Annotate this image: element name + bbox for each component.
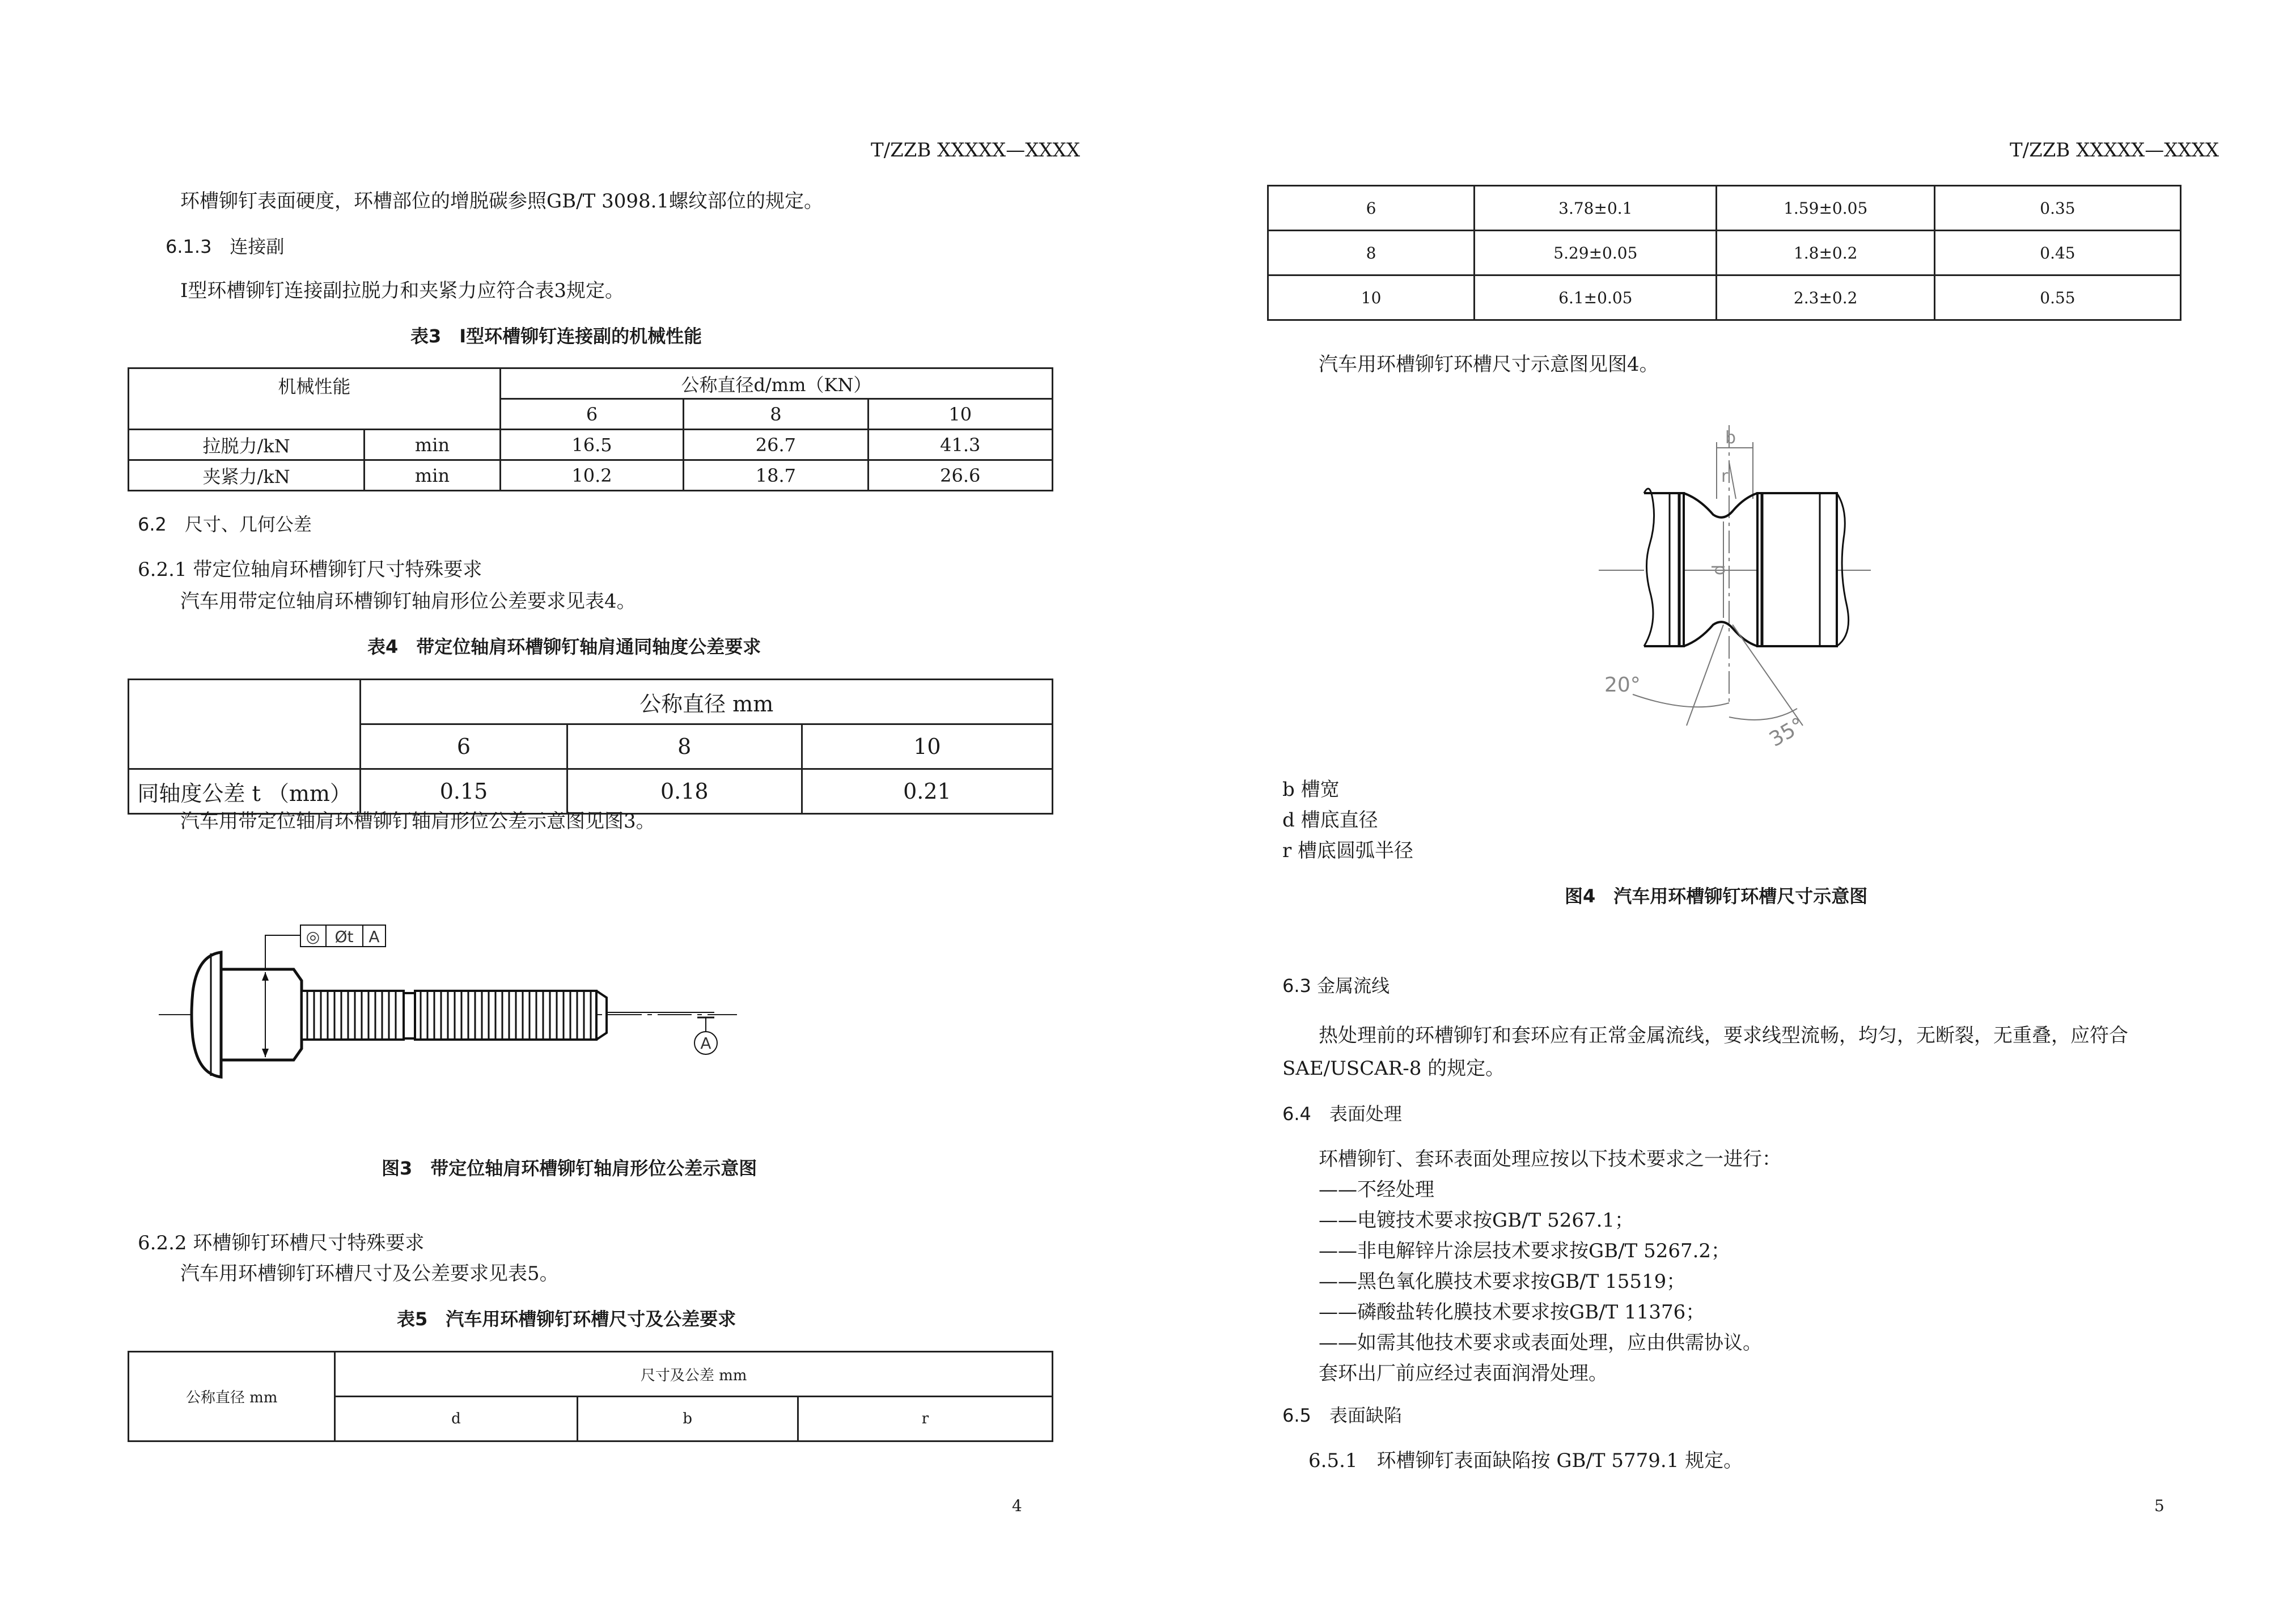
table5-cell: 1.8±0.2 (1717, 231, 1934, 275)
left-header: T/ZZB XXXXX—XXXX (871, 139, 1081, 162)
para-6-2-2: 汽车用环槽铆钉环槽尺寸及公差要求见表5。 (180, 1262, 559, 1285)
table3 (128, 367, 1053, 491)
section-6-3: 6.3 金属流线 (1282, 975, 1390, 997)
table5-caption: 表5 汽车用环槽铆钉环槽尺寸及公差要求 (397, 1308, 736, 1330)
table4-cell: 0.21 (802, 769, 1052, 814)
fig3-shoulder (221, 969, 302, 1060)
table4-diameter: 6 (361, 724, 567, 769)
right-header: T/ZZB XXXXX—XXXX (2010, 139, 2219, 162)
table3-row-limit: min (365, 460, 501, 491)
table-row (129, 769, 1053, 814)
table5-col: b (577, 1397, 798, 1441)
table3-row-name: 夹紧力/kN (129, 460, 365, 491)
fig4-groove (1684, 493, 1757, 518)
table4-cell: 0.15 (361, 769, 567, 814)
figure4-caption: 图4 汽车用环槽铆钉环槽尺寸示意图 (1565, 885, 1868, 907)
table3-header-property: 机械性能 (129, 368, 501, 430)
table4-cell: 0.18 (567, 769, 802, 814)
table-row (1268, 231, 2181, 275)
table4-header-nominal: 公称直径 mm (361, 680, 1053, 724)
fig4-label-d: d (1709, 564, 1729, 575)
list-item: ——不经处理 (1319, 1178, 1434, 1201)
table3-row-name: 拉脱力/kN (129, 430, 365, 460)
para-fig4-ref: 汽车用环槽铆钉环槽尺寸示意图见图4。 (1319, 353, 1659, 376)
section-6-5-1: 6.5.1 环槽铆钉表面缺陷按 GB/T 5779.1 规定。 (1308, 1449, 1743, 1472)
para-6-4-end: 套环出厂前应经过表面润滑处理。 (1319, 1362, 1608, 1385)
table5-cell: 2.3±0.2 (1717, 275, 1934, 320)
table4-empty-header (129, 680, 361, 769)
left-page-number: 4 (1012, 1496, 1022, 1515)
table5-cell: 0.55 (1934, 275, 2180, 320)
table5-cell: 6 (1268, 186, 1475, 231)
fig4-angle-20: 20° (1604, 673, 1641, 697)
fig4-right-shank (1757, 493, 1837, 646)
figure3-rivet-drawing (153, 907, 748, 1134)
table-row (129, 460, 1053, 491)
table-row (129, 430, 1053, 460)
list-item: ——磷酸盐转化膜技术要求按GB/T 11376； (1319, 1301, 1705, 1324)
table5-cell: 5.29±0.05 (1475, 231, 1717, 275)
list-item: ——黑色氧化膜技术要求按GB/T 15519； (1319, 1270, 1686, 1293)
table4-row-label: 同轴度公差 t （mm） (129, 769, 361, 814)
table5-cell: 0.45 (1934, 231, 2180, 275)
section-6-2-2: 6.2.2 环槽铆钉环槽尺寸特殊要求 (138, 1232, 425, 1254)
table-row (1268, 186, 2181, 231)
figure3-caption: 图3 带定位轴肩环槽铆钉轴肩形位公差示意图 (382, 1157, 757, 1179)
table5-col: r (798, 1397, 1052, 1441)
table5-header-nominal: 公称直径 mm (129, 1352, 335, 1441)
table3-cell: 41.3 (868, 430, 1052, 460)
section-6-2-1: 6.2.1 带定位轴肩环槽铆钉尺寸特殊要求 (138, 558, 482, 581)
table3-diameter: 6 (500, 399, 683, 430)
fig3-datum-label: A (700, 1034, 711, 1053)
fig3-coaxiality-symbol: ◎ (306, 927, 320, 946)
para-hardness: 环槽铆钉表面硬度，环槽部位的增脱碳参照GB/T 3098.1螺纹部位的规定。 (180, 190, 824, 213)
right-page-number: 5 (2154, 1496, 2164, 1515)
table5-cell: 0.35 (1934, 186, 2180, 231)
fig4-angle-35: 35° (1765, 713, 1808, 752)
table5-cell: 10 (1268, 275, 1475, 320)
legend-b: b 槽宽 (1282, 778, 1340, 801)
fig4-label-b: b (1725, 428, 1736, 448)
table4 (128, 679, 1053, 815)
table5-header-dims: 尺寸及公差 mm (335, 1352, 1053, 1397)
para-fig3-ref: 汽车用带定位轴肩环槽铆钉轴肩形位公差示意图见图3。 (180, 810, 655, 833)
table5 (128, 1351, 1053, 1442)
table5-cell: 1.59±0.05 (1717, 186, 1934, 231)
table3-cell: 16.5 (500, 430, 683, 460)
table4-caption: 表4 带定位轴肩环槽铆钉轴肩通同轴度公差要求 (367, 636, 761, 658)
table5-continued (1267, 185, 2181, 321)
fig3-tolerance-label: Øt (334, 927, 354, 946)
section-6-2: 6.2 尺寸、几何公差 (138, 514, 312, 535)
table5-cell: 6.1±0.05 (1475, 275, 1717, 320)
fig4-label-r: r (1721, 467, 1729, 486)
section-6-1-3: 6.1.3 连接副 (166, 236, 285, 257)
para-6-3-line1: 热处理前的环槽铆钉和套环应有正常金属流线，要求线型流畅，均匀，无断裂，无重叠，应符合 (1319, 1024, 2128, 1047)
table4-diameter: 8 (567, 724, 802, 769)
table3-header-nominal: 公称直径d/mm（KN） (500, 368, 1052, 399)
table5-cell: 8 (1268, 231, 1475, 275)
section-6-5: 6.5 表面缺陷 (1282, 1405, 1402, 1426)
table3-cell: 18.7 (684, 460, 868, 491)
table3-cell: 26.6 (868, 460, 1052, 491)
legend-r: r 槽底圆弧半径 (1282, 839, 1414, 862)
table3-cell: 26.7 (684, 430, 868, 460)
fig3-datum-ref: A (368, 927, 380, 946)
para-6-2-1: 汽车用带定位轴肩环槽铆钉轴肩形位公差要求见表4。 (180, 590, 636, 613)
list-item: ——电镀技术要求按GB/T 5267.1； (1319, 1209, 1634, 1232)
table3-diameter: 8 (684, 399, 868, 430)
fig3-head (192, 952, 221, 1077)
section-6-4: 6.4 表面处理 (1282, 1103, 1402, 1125)
figure4-groove-drawing (1587, 408, 1893, 765)
para-6-4: 环槽铆钉、套环表面处理应按以下技术要求之一进行： (1319, 1148, 1781, 1171)
table3-row-limit: min (365, 430, 501, 460)
table4-diameter: 10 (802, 724, 1052, 769)
para-6-3-line2: SAE/USCAR-8 的规定。 (1282, 1057, 1505, 1080)
table3-diameter: 10 (868, 399, 1052, 430)
legend-d: d 槽底直径 (1282, 809, 1378, 832)
table3-cell: 10.2 (500, 460, 683, 491)
list-item: ——非电解锌片涂层技术要求按GB/T 5267.2； (1319, 1240, 1731, 1262)
para-6-1-3: Ⅰ型环槽铆钉连接副拉脱力和夹紧力应符合表3规定。 (180, 279, 625, 302)
table5-cell: 3.78±0.1 (1475, 186, 1717, 231)
list-item: ——如需其他技术要求或表面处理，应由供需协议。 (1319, 1332, 1762, 1354)
table5-col: d (335, 1397, 577, 1441)
table-row (1268, 275, 2181, 320)
table3-caption: 表3 Ⅰ型环槽铆钉连接副的机械性能 (410, 325, 702, 347)
